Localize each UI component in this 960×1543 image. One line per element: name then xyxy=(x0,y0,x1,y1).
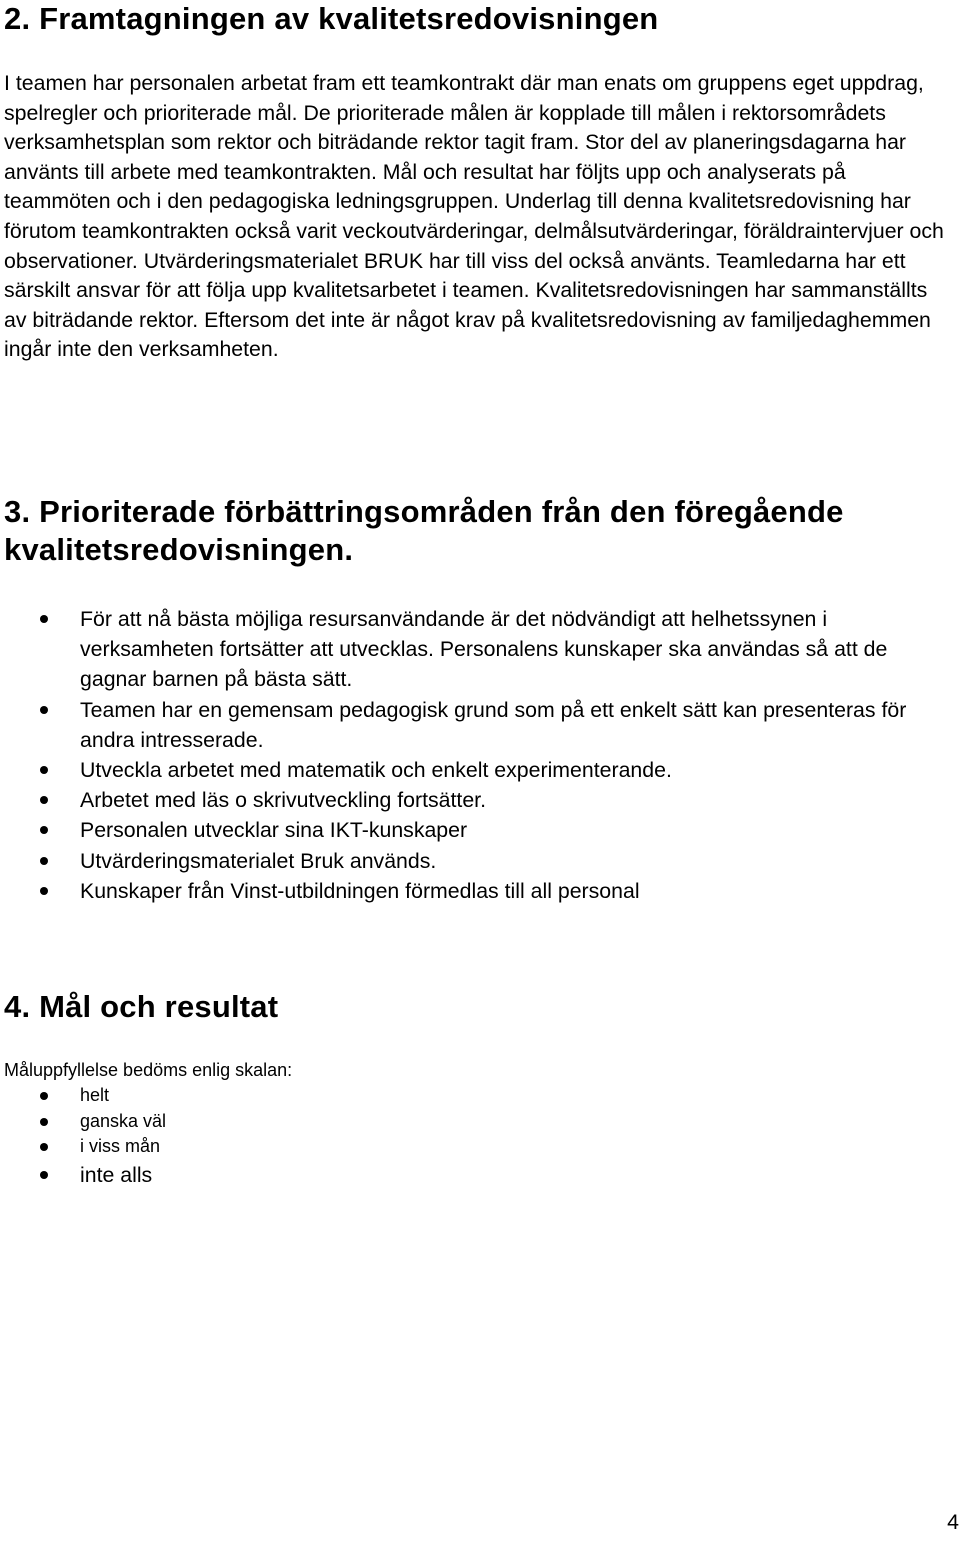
list-item xyxy=(0,876,958,906)
scale-list xyxy=(0,1083,600,1190)
scale-item-text: i viss mån xyxy=(80,1136,161,1156)
list-item-text: Utvärderingsmaterialet Bruk används. xyxy=(80,848,437,873)
list-item xyxy=(0,846,958,876)
scale-item xyxy=(0,1109,600,1135)
bullet-icon xyxy=(40,1171,48,1179)
scale-item xyxy=(0,1134,600,1160)
improvement-areas-list xyxy=(0,604,958,906)
bullet-icon xyxy=(40,1118,48,1126)
list-item xyxy=(0,695,958,755)
bullet-icon xyxy=(40,796,48,804)
scale-item-text: ganska väl xyxy=(80,1110,167,1131)
section-2-heading: 2. Framtagningen av kvalitetsredovisningen xyxy=(4,1,659,36)
list-item-text: För att nå bästa möjliga resursanvändande är det nödvändigt att helhetssynen i verksamheten fortsätter att utvecklas. Personalens kunskaper ska användas så att de gagnar barnen på bästa sätt. xyxy=(80,607,888,692)
list-item-text: Personalen utvecklar sina IKT-kunskaper xyxy=(80,818,468,843)
list-item xyxy=(0,815,958,845)
list-item xyxy=(0,604,958,695)
bullet-icon xyxy=(40,826,48,834)
bullet-icon xyxy=(40,1143,48,1151)
bullet-icon xyxy=(40,766,48,774)
bullet-icon xyxy=(40,857,48,865)
scale-item xyxy=(0,1083,600,1109)
bullet-icon xyxy=(40,887,48,895)
scale-item-text: helt xyxy=(80,1085,110,1105)
section-3-heading: 3. Prioriterade förbättringsområden från den föregående kvalitetsredovisningen. xyxy=(4,494,844,567)
bullet-icon xyxy=(40,615,48,623)
list-item-text: Teamen har en gemensam pedagogisk grund som på ett enkelt sätt kan presenteras för andra intresserade. xyxy=(80,697,907,752)
bullet-icon xyxy=(40,706,48,714)
section-2-paragraph: I teamen har personalen arbetat fram ett teamkontrakt där man enats om gruppens eget uppdrag, spelregler och prioriterade mål. De prioriterade målen är kopplade till målen i rektorsområdets verksamhetsplan som rektor och biträdande rektor tagit fram. Stor del av planeringsdagarna har använts till arbete med teamkontrakten. Mål och resultat har följts upp och analyserats på teammöten och i den pedagogiska ledningsgruppen. Underlag till denna kvalitetsredovisning har förutom teamkontrakten också varit veckoutvärderingar, delmålsutvärderingar, föräldraintervjuer och observationer. Utvärderingsmaterialet BRUK har till viss del också använts. Teamledarna har ett särskilt ansvar för att följa upp kvalitetsarbetet i teamen. Kvalitetsredovisningen har sammanställts av biträdande rektor. Eftersom det inte är något krav på kvalitetsredovisning av familjedaghemmen ingår inte den verksamheten. xyxy=(4,71,944,362)
list-item-text: Utveckla arbetet med matematik och enkelt experimenterande. xyxy=(80,758,672,783)
list-item xyxy=(0,785,958,815)
list-item xyxy=(0,755,958,785)
bullet-icon xyxy=(40,1092,48,1100)
scale-item-text: inte alls xyxy=(80,1162,153,1187)
scale-intro: Måluppfyllelse bedöms enlig skalan: xyxy=(4,1060,293,1080)
scale-item xyxy=(0,1160,600,1190)
list-item-text: Arbetet med läs o skrivutveckling fortsätter. xyxy=(80,788,486,813)
page-number: 4 xyxy=(947,1510,959,1534)
section-4-heading: 4. Mål och resultat xyxy=(4,989,279,1024)
list-item-text: Kunskaper från Vinst-utbildningen förmedlas till all personal xyxy=(80,878,640,903)
